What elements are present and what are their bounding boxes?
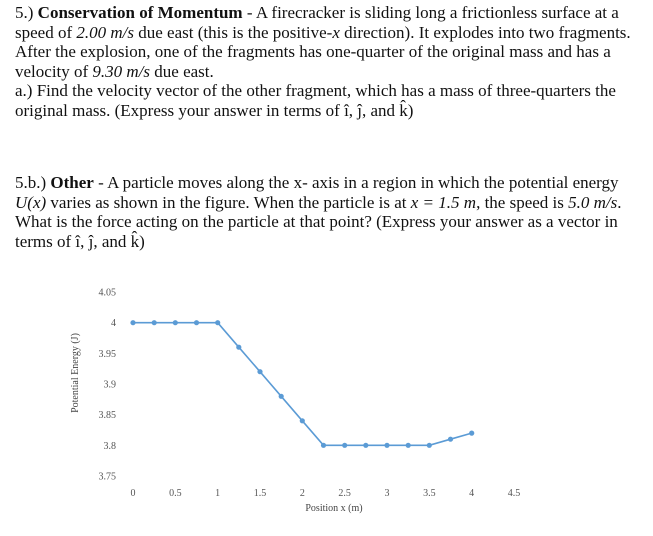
y-tick-label: 3.85 bbox=[98, 410, 116, 422]
x-tick-label: 2 bbox=[299, 488, 305, 499]
chart-svg bbox=[60, 278, 530, 528]
problem-5b-sep: - bbox=[93, 173, 108, 192]
y-axis-label-group bbox=[70, 333, 81, 413]
y-tick-label: 4 bbox=[111, 318, 116, 330]
problem-5b-speed: 5.0 m/s bbox=[568, 192, 618, 212]
problem-5-velocity: 9.30 m/s bbox=[92, 61, 151, 81]
problem-5b-number: 5.b.) bbox=[15, 173, 47, 192]
x-tick-label: 1 bbox=[215, 488, 221, 499]
potential-energy-chart bbox=[60, 278, 530, 528]
y-tick-label: 3.8 bbox=[103, 440, 116, 452]
problem-5b-ux: U(x) bbox=[15, 192, 47, 212]
problem-5-speed: 2.00 m/s bbox=[76, 22, 134, 42]
x-tick-label: 3.5 bbox=[423, 488, 436, 499]
x-ticks bbox=[131, 488, 521, 499]
y-tick-label: 4.05 bbox=[98, 287, 116, 299]
data-point bbox=[279, 394, 284, 399]
problem-5b-title: Other bbox=[50, 173, 94, 192]
data-point bbox=[384, 443, 389, 448]
problem-5b bbox=[15, 173, 643, 251]
data-point bbox=[215, 320, 220, 325]
y-ticks bbox=[99, 288, 117, 483]
problem-5b-text-2: varies as shown in the figure. When the particle is at bbox=[46, 192, 411, 212]
data-point bbox=[342, 443, 347, 448]
problem-5-text-3: direction). It explodes into two fragments. After the explosion, one of the fragments has one-quarter of the original mass and has a velocity of bbox=[15, 22, 631, 81]
problem-5b-text-4: . What is the force acting on the particle at that point? (Express your answer as a vector in terms of î, ĵ, and k̂) bbox=[15, 192, 622, 251]
y-tick-label: 3.95 bbox=[98, 348, 116, 360]
data-point bbox=[173, 320, 178, 325]
problem-5-part-a: a.) Find the velocity vector of the other fragment, which has a mass of three-quarters the original mass. (Express your answer in terms of î, ĵ, and k̂) bbox=[15, 81, 616, 120]
x-tick-label: 4.5 bbox=[507, 488, 521, 499]
data-point bbox=[406, 443, 411, 448]
x-tick-label: 0.5 bbox=[169, 488, 182, 499]
y-axis-label: Potential Energy (J) bbox=[70, 333, 81, 413]
x-axis-label: Position x (m) bbox=[305, 503, 363, 514]
problem-5-number: 5.) bbox=[15, 3, 34, 22]
data-point bbox=[130, 320, 135, 325]
problem-5-xdir: x bbox=[332, 22, 340, 42]
x-tick-label: 2.5 bbox=[338, 488, 351, 499]
data-point bbox=[427, 443, 432, 448]
problem-5b-text-3: , the speed is bbox=[476, 192, 569, 212]
problem-5b-text-1: A particle moves along the x- axis in a region in which the potential energy bbox=[107, 173, 619, 192]
x-tick-label: 4 bbox=[469, 488, 475, 499]
problem-5-title: Conservation of Momentum bbox=[37, 3, 243, 22]
data-point bbox=[152, 320, 157, 325]
problem-5-text-4: due east. bbox=[150, 61, 214, 81]
series-group bbox=[130, 320, 474, 448]
x-tick-label: 0 bbox=[130, 488, 136, 499]
data-point bbox=[469, 431, 474, 436]
data-point bbox=[321, 443, 326, 448]
problem-5-text-1: A firecracker is sliding long a frictionless surface at a speed of bbox=[15, 3, 619, 42]
problem-5-text-2: due east (this is the positive- bbox=[134, 22, 333, 42]
data-point bbox=[300, 418, 305, 423]
data-point bbox=[257, 369, 262, 374]
y-tick-label: 3.75 bbox=[98, 471, 116, 483]
data-point bbox=[236, 345, 241, 350]
x-tick-label: 3 bbox=[384, 488, 390, 499]
data-point bbox=[363, 443, 368, 448]
series-line bbox=[133, 323, 472, 446]
problem-5 bbox=[15, 3, 643, 120]
y-tick-label: 3.9 bbox=[103, 379, 116, 391]
problem-5-sep: - bbox=[242, 3, 256, 22]
data-point bbox=[194, 320, 199, 325]
x-tick-label: 1.5 bbox=[253, 488, 267, 499]
data-point bbox=[448, 437, 453, 442]
problem-5b-x-eq: x = 1.5 m bbox=[410, 192, 477, 212]
